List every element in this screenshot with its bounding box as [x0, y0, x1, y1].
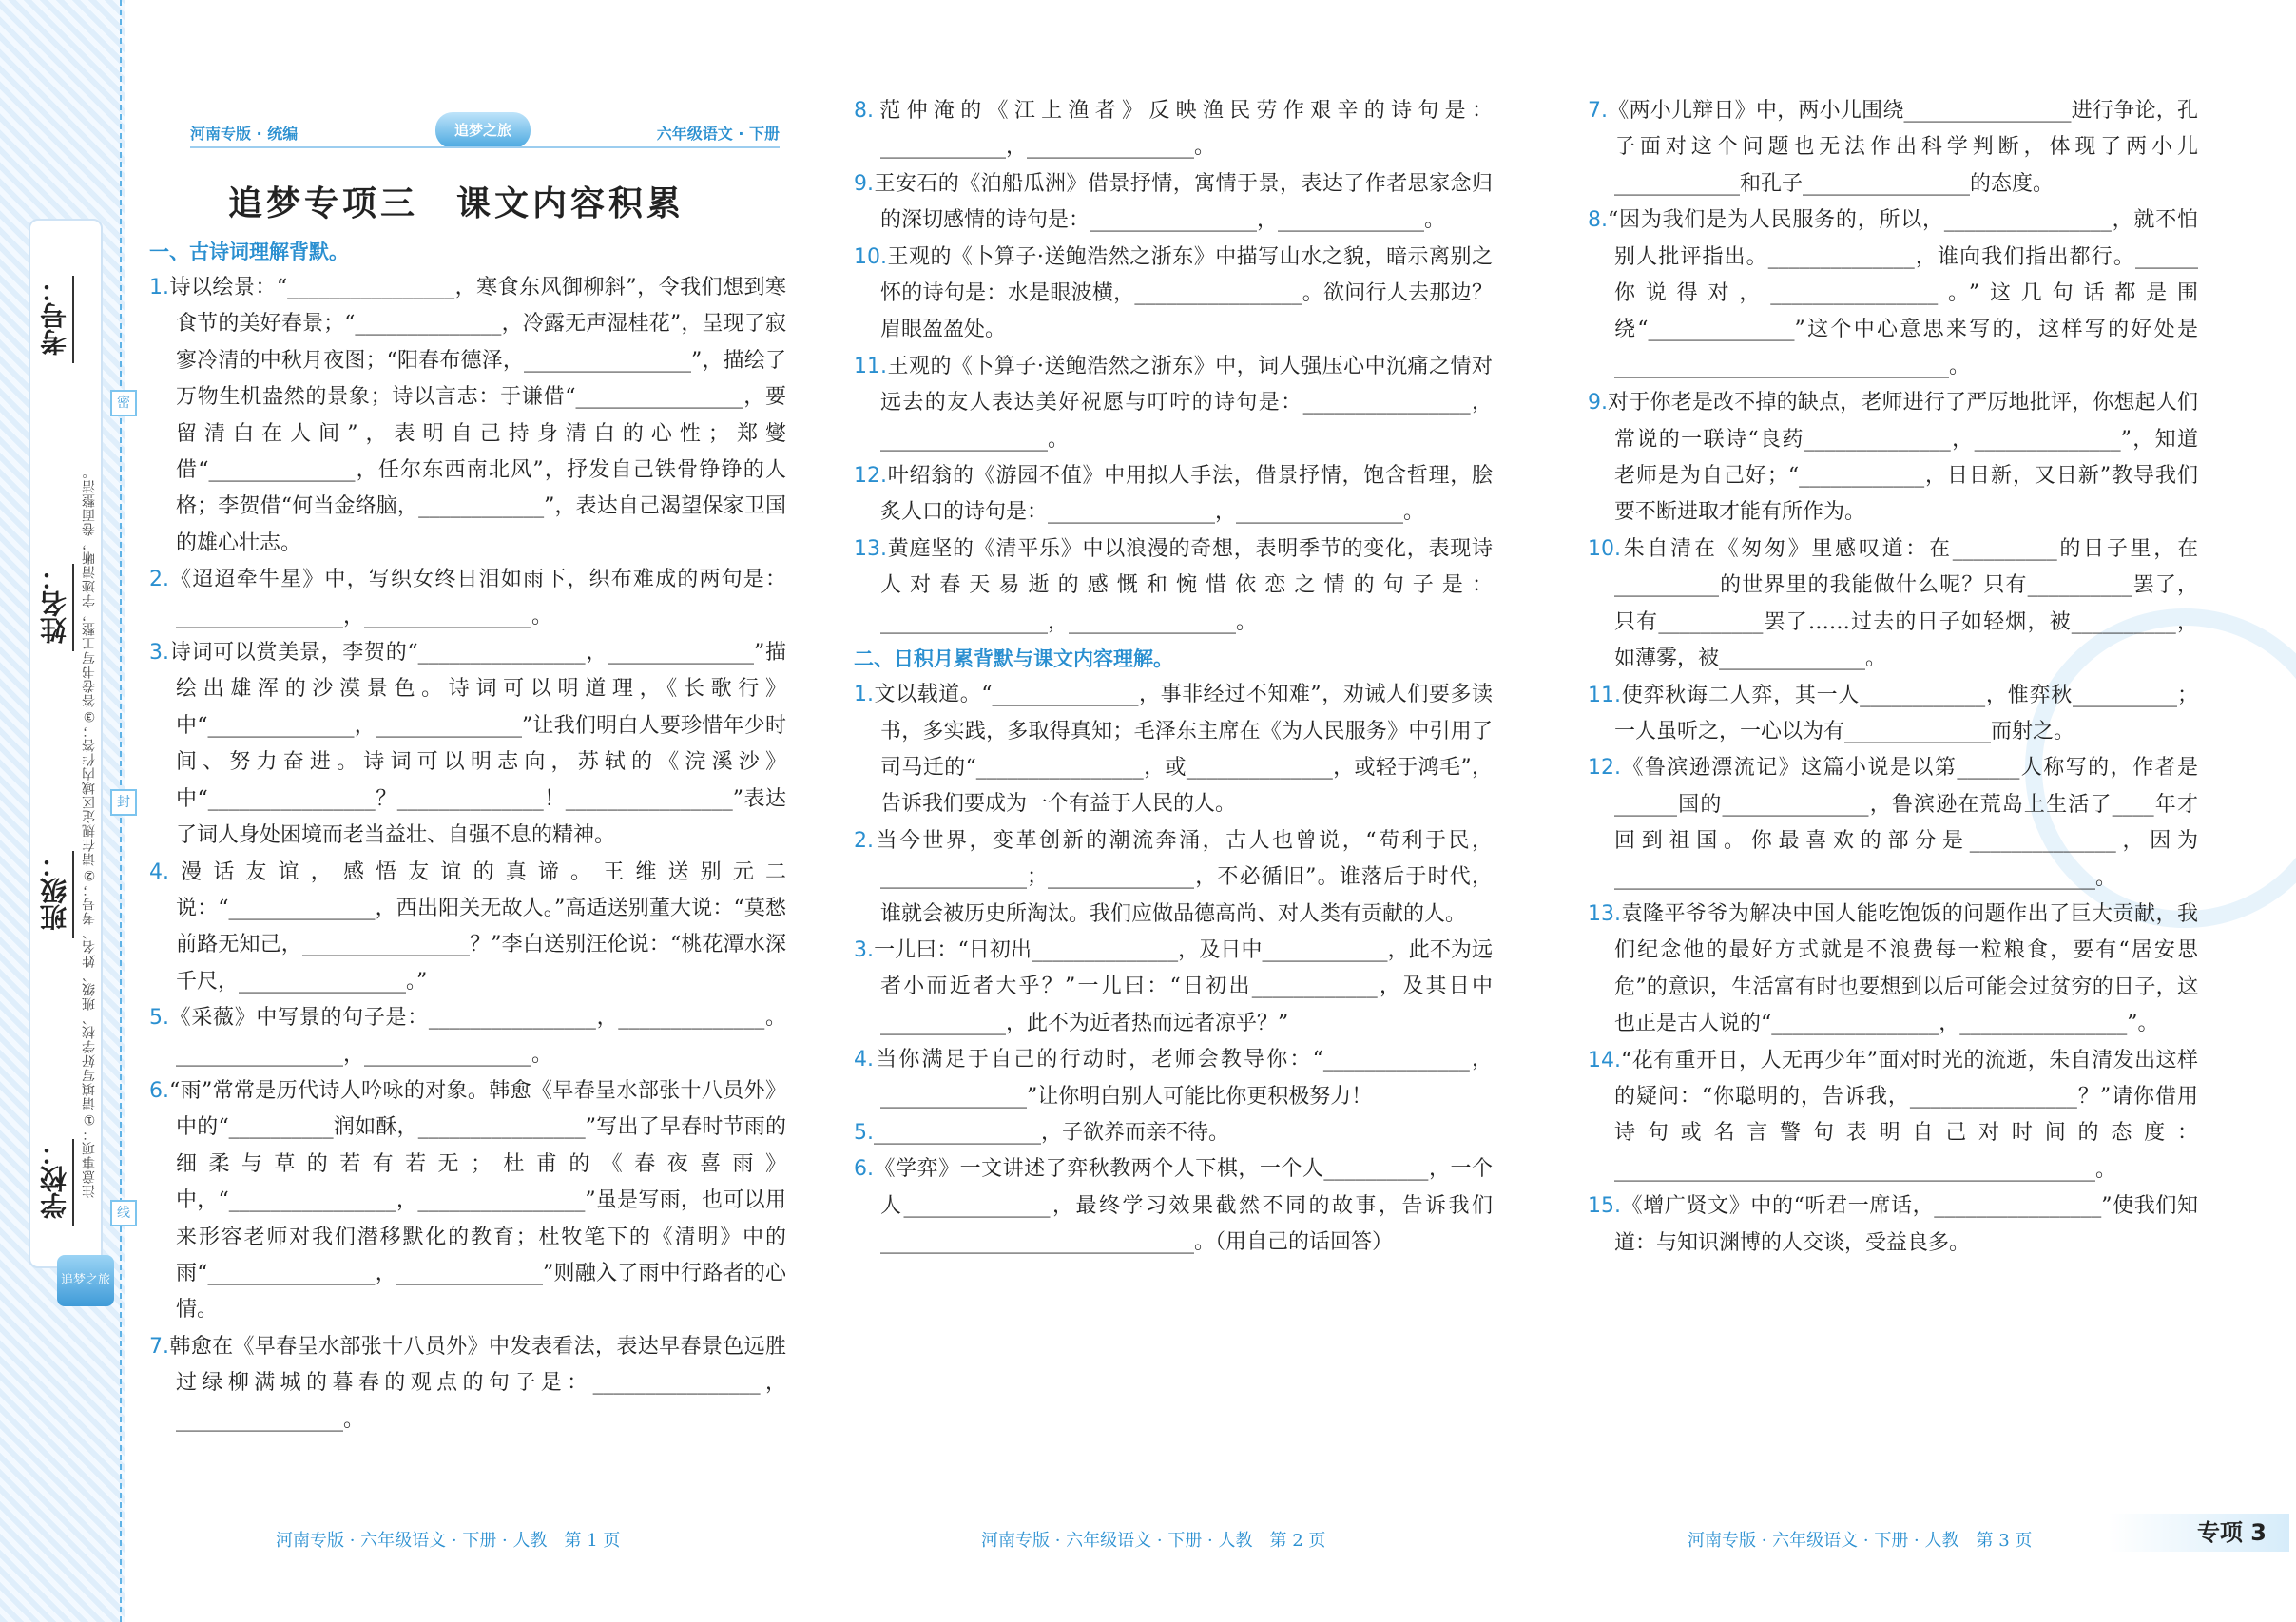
column-2: [854, 93, 1493, 1262]
question-text: 王安石的《泊船瓜洲》借景抒情，寓情于景，表达了作者思家念归的深切感情的诗句是：________________，______________。: [874, 171, 1493, 233]
question-number: 1.: [149, 276, 169, 299]
question-item[interactable]: [149, 855, 786, 1001]
header-rule: [190, 146, 780, 148]
question-text: 韩愈在《早春呈水部张十八员外》中发表看法，表达早春景色远胜过绿柳满城的暮春的观点的句子是：________________，________________。: [169, 1334, 786, 1432]
question-item[interactable]: [854, 93, 1493, 166]
question-text: “雨”常常是历代诗人吟咏的对象。韩愈《早春呈水部张十八员外》中的“__________润如酥，________________”写出了早春时节雨的细柔与草的若有若无；杜甫的《春夜喜雨》中，“________________，________________”虽是写雨，也可以用来形容老师对我们潜移默化的教育；杜牧笔下的《清明》中的雨“________________，______________”则融入了雨中行路者的心情。: [169, 1078, 786, 1323]
question-item[interactable]: [854, 240, 1493, 349]
seal-mark: 密: [110, 390, 137, 416]
question-text: 范仲淹的《江上渔者》反映渔民劳作艰辛的诗句是：____________，________________。: [874, 99, 1493, 160]
column-3: [1588, 93, 2198, 1262]
class-field[interactable]: 班级：: [36, 851, 74, 938]
question-number: 3.: [854, 937, 874, 962]
section-tag: 专项 3: [2109, 1514, 2289, 1552]
question-text: 诗词可以赏美景，李贺的“________________，______________”描绘出雄浑的沙漠景色。诗词可以明道理，《长歌行》中“______________，______________”让我们明白人要珍惜年少时间、努力奋进。诗词可以明志向，苏轼的《浣溪沙》中“________________？______________！________________”表达了词人身处困境而老当益壮、自强不息的精神。: [169, 641, 786, 848]
seal-mark: 线: [110, 1200, 137, 1226]
question-text: 漫话友谊，感悟友谊的真谛。王维送别元二说：“______________，西出阳关无故人。”高适送别董大说：“莫愁前路无知己，________________？”李白送别汪伦说：“桃花潭水深千尺，________________。”: [169, 859, 786, 994]
question-number: 6.: [854, 1157, 874, 1182]
question-number: 9.: [1588, 391, 1608, 415]
question-text: 朱自清在《匆匆》里感叹道：在__________的日子里，在__________的世界里的我能做什么呢？只有__________罢了，只有__________罢了……过去的日子如轻烟，被__________，如薄雾，被______________。: [1614, 536, 2198, 671]
question-text: 当今世界，变革创新的潮流奔涌，古人也曾说，“苟利于民，______________；______________，不必循旧”。谁落后于时代，谁就会被历史所淘汰。我们应做品德高尚、对人类有贡献的人。: [874, 828, 1493, 926]
question-item[interactable]: [854, 458, 1493, 531]
question-item[interactable]: [854, 531, 1493, 641]
exam-number-field[interactable]: 考号：: [36, 276, 74, 363]
question-number: 2.: [149, 568, 169, 592]
question-number: 10.: [854, 244, 887, 269]
question-number: 15.: [1588, 1194, 1621, 1219]
question-item[interactable]: [1588, 385, 2198, 531]
question-text: ________________，子欲养而亲不待。: [874, 1120, 1230, 1145]
binding-fields: [36, 276, 74, 1226]
page-title: 追梦专项三 课文内容积累: [228, 184, 685, 223]
question-number: 2.: [854, 828, 874, 853]
question-number: 9.: [854, 171, 874, 196]
question-item[interactable]: [1588, 1188, 2198, 1262]
question-number: 4.: [854, 1048, 874, 1072]
question-text: “花有重开日，人无再少年”面对时光的流逝，朱自清发出这样的疑问：“你聪明的，告诉我，________________？”请你借用诗句或名言警句表明自己对时间的态度：______________________________________________。: [1614, 1048, 2198, 1182]
seal-mark: 封: [110, 789, 137, 816]
question-number: 5.: [854, 1120, 874, 1145]
question-number: 5.: [149, 1006, 169, 1031]
question-number: 8.: [854, 99, 874, 123]
question-item[interactable]: [1588, 897, 2198, 1043]
question-number: 6.: [149, 1078, 169, 1103]
question-number: 12.: [854, 464, 887, 489]
question-number: 3.: [149, 641, 169, 666]
question-item[interactable]: [854, 349, 1493, 458]
header-left: 河南专版 · 统编: [190, 125, 299, 143]
question-item[interactable]: [854, 1151, 1493, 1261]
question-text: 《采薇》中写景的句子是：________________，______________。________________，________________。: [169, 1006, 786, 1067]
section-heading: 一、古诗词理解背默。: [149, 241, 349, 263]
question-item[interactable]: [854, 933, 1493, 1042]
question-text: 《增广贤文》中的“听君一席话，________________”使我们知道：与知识渊博的人交谈，受益良多。: [1614, 1194, 2198, 1255]
question-item[interactable]: [149, 1073, 786, 1329]
brand-crest: 追梦之旅: [435, 112, 531, 148]
question-number: 11.: [1588, 683, 1621, 707]
question-item[interactable]: [1588, 678, 2198, 751]
section-heading: 二、日积月累背默与课文内容理解。: [854, 647, 1173, 671]
question-item[interactable]: [1588, 531, 2198, 678]
question-item[interactable]: [1588, 93, 2198, 203]
question-text: 王观的《卜算子·送鲍浩然之浙东》中描写山水之貌，暗示离别之怀的诗句是：水是眼波横，________________。欲问行人去那边？眉眼盈盈处。: [880, 244, 1493, 342]
question-item[interactable]: [1588, 1043, 2198, 1189]
binding-notes: 注意事项：①请填写好学校、班级、姓名、考号；②请在规定区域内作答；③答卷书写工整，字迹清晰，卷面整洁。: [82, 465, 97, 1198]
question-text: 《两小儿辩日》中，两小儿围绕________________进行争论，孔子面对这个问题也无法作出科学判断，体现了两小儿____________和孔子________________的态度。: [1608, 99, 2198, 196]
question-item[interactable]: [854, 1042, 1493, 1115]
question-number: 12.: [1588, 756, 1621, 781]
name-field[interactable]: 姓名：: [36, 564, 74, 651]
question-number: 7.: [1588, 99, 1608, 123]
question-number: 13.: [854, 536, 887, 561]
question-number: 8.: [1588, 208, 1608, 233]
question-item[interactable]: [854, 166, 1493, 240]
question-text: 《鲁滨逊漂流记》这篇小说是以第______人称写的，作者是______国的______________，鲁滨逊在荒岛上生活了____年才回到祖国。你最喜欢的部分是______________，因为______________________________________________。: [1614, 756, 2198, 890]
question-text: 当你满足于自己的行动时，老师会教导你：“______________，______________”让你明白别人可能比你更积极努力！: [874, 1048, 1493, 1109]
question-item[interactable]: [149, 635, 786, 854]
question-text: 《迢迢牵牛星》中，写织女终日泪如雨下，织布难成的两句是：________________，________________。: [169, 568, 786, 628]
question-item[interactable]: [854, 677, 1493, 823]
question-item[interactable]: [1588, 750, 2198, 897]
question-number: 14.: [1588, 1048, 1621, 1072]
question-item[interactable]: [854, 823, 1493, 933]
question-number: 10.: [1588, 536, 1621, 561]
question-text: 《学弈》一文讲述了弈秋教两个人下棋，一个人__________，一个人______________，最终学习效果截然不同的故事，告诉我们______________________________。（用自己的话回答）: [874, 1157, 1493, 1255]
question-text: 王观的《卜算子·送鲍浩然之浙东》中，词人强压心中沉痛之情对远去的友人表达美好祝愿与叮咛的诗句是：________________，________________。: [880, 354, 1493, 452]
question-text: 使弈秋诲二人弈，其一人____________，惟弈秋__________；一人虽听之，一心以为有______________而射之。: [1614, 683, 2198, 743]
question-text: “因为我们是为人民服务的，所以，________________，就不怕别人批评指出。______________，谁向我们指出都行。______你说得对，________________。”这几句话都是围绕“______________”这个中心意思来写的，这样写的好处是________________________________。: [1608, 208, 2198, 378]
question-text: 袁隆平爷爷为解决中国人能吃饱饭的问题作出了巨大贡献，我们纪念他的最好方式就是不浪费每一粒粮食，要有“居安思危”的意识，生活富有时也要想到以后可能会过贫穷的日子，这也正是古人说的“________________，________________”。: [1614, 901, 2198, 1036]
question-number: 11.: [854, 354, 887, 378]
question-text: 文以载道。“______________，事非经过不知难”，劝诫人们要多读书，多实践，多取得真知；毛泽东主席在《为人民服务》中引用了司马迁的“________________，或______________，或轻于鸿毛”，告诉我们要成为一个有益于人民的人。: [874, 683, 1493, 817]
footer-page-2: 河南专版 · 六年级语文 · 下册 · 人教 第 2 页: [981, 1531, 1326, 1551]
question-item[interactable]: [149, 270, 786, 562]
question-text: 叶绍翁的《游园不值》中用拟人手法，借景抒情，饱含哲理，脍炙人口的诗句是：________________，________________。: [880, 464, 1493, 525]
question-item[interactable]: [1588, 203, 2198, 385]
question-item[interactable]: [149, 1329, 786, 1439]
question-text: 一儿曰：“日初出______________，及日中____________，此不为远者小而近者大乎？”一儿曰：“日初出____________，及其日中____________，此不为近者热而远者凉乎？”: [874, 937, 1493, 1035]
question-item[interactable]: [854, 1115, 1493, 1151]
footer-page-1: 河南专版 · 六年级语文 · 下册 · 人教 第 1 页: [276, 1531, 621, 1551]
question-text: 诗以绘景：“________________，寒食东风御柳斜”，令我们想到寒食节的美好春景；“______________，冷露无声湿桂花”，呈现了寂寥冷清的中秋月夜图；“阳春布德泽，________________”，描绘了万物生机盎然的景象；诗以言志：于谦借“________________，要留清白在人间”，表明自己持身清白的心性；郑燮借“______________，任尔东西南北风”，抒发自己铁骨铮铮的人格；李贺借“何当金络脑，____________”，表达自己渴望保家卫国的雄心壮志。: [169, 276, 786, 555]
page-header: [190, 112, 780, 150]
logo-badge: 追梦之旅: [57, 1255, 114, 1306]
school-field[interactable]: 学校：: [36, 1139, 74, 1226]
question-number: 1.: [854, 683, 874, 707]
question-number: 13.: [1588, 901, 1621, 926]
footer-page-3: 河南专版 · 六年级语文 · 下册 · 人教 第 3 页: [1688, 1531, 2033, 1551]
question-item[interactable]: [149, 562, 786, 635]
question-text: 黄庭坚的《清平乐》中以浪漫的奇想，表明季节的变化，表现诗人对春天易逝的感慨和惋惜依恋之情的句子是：________________，________________。: [880, 536, 1493, 634]
question-text: 对于你老是改不掉的缺点，老师进行了严厉地批评，你想起人们常说的一联诗“良药______________，______________”，知道老师是为自己好；“____________，日日新，又日新”教导我们要不断进取才能有所作为。: [1608, 391, 2198, 525]
header-right: 六年级语文 · 下册: [656, 125, 780, 143]
question-item[interactable]: [149, 1000, 786, 1073]
column-1: [149, 234, 786, 1439]
question-number: 4.: [149, 859, 169, 884]
question-number: 7.: [149, 1334, 169, 1359]
